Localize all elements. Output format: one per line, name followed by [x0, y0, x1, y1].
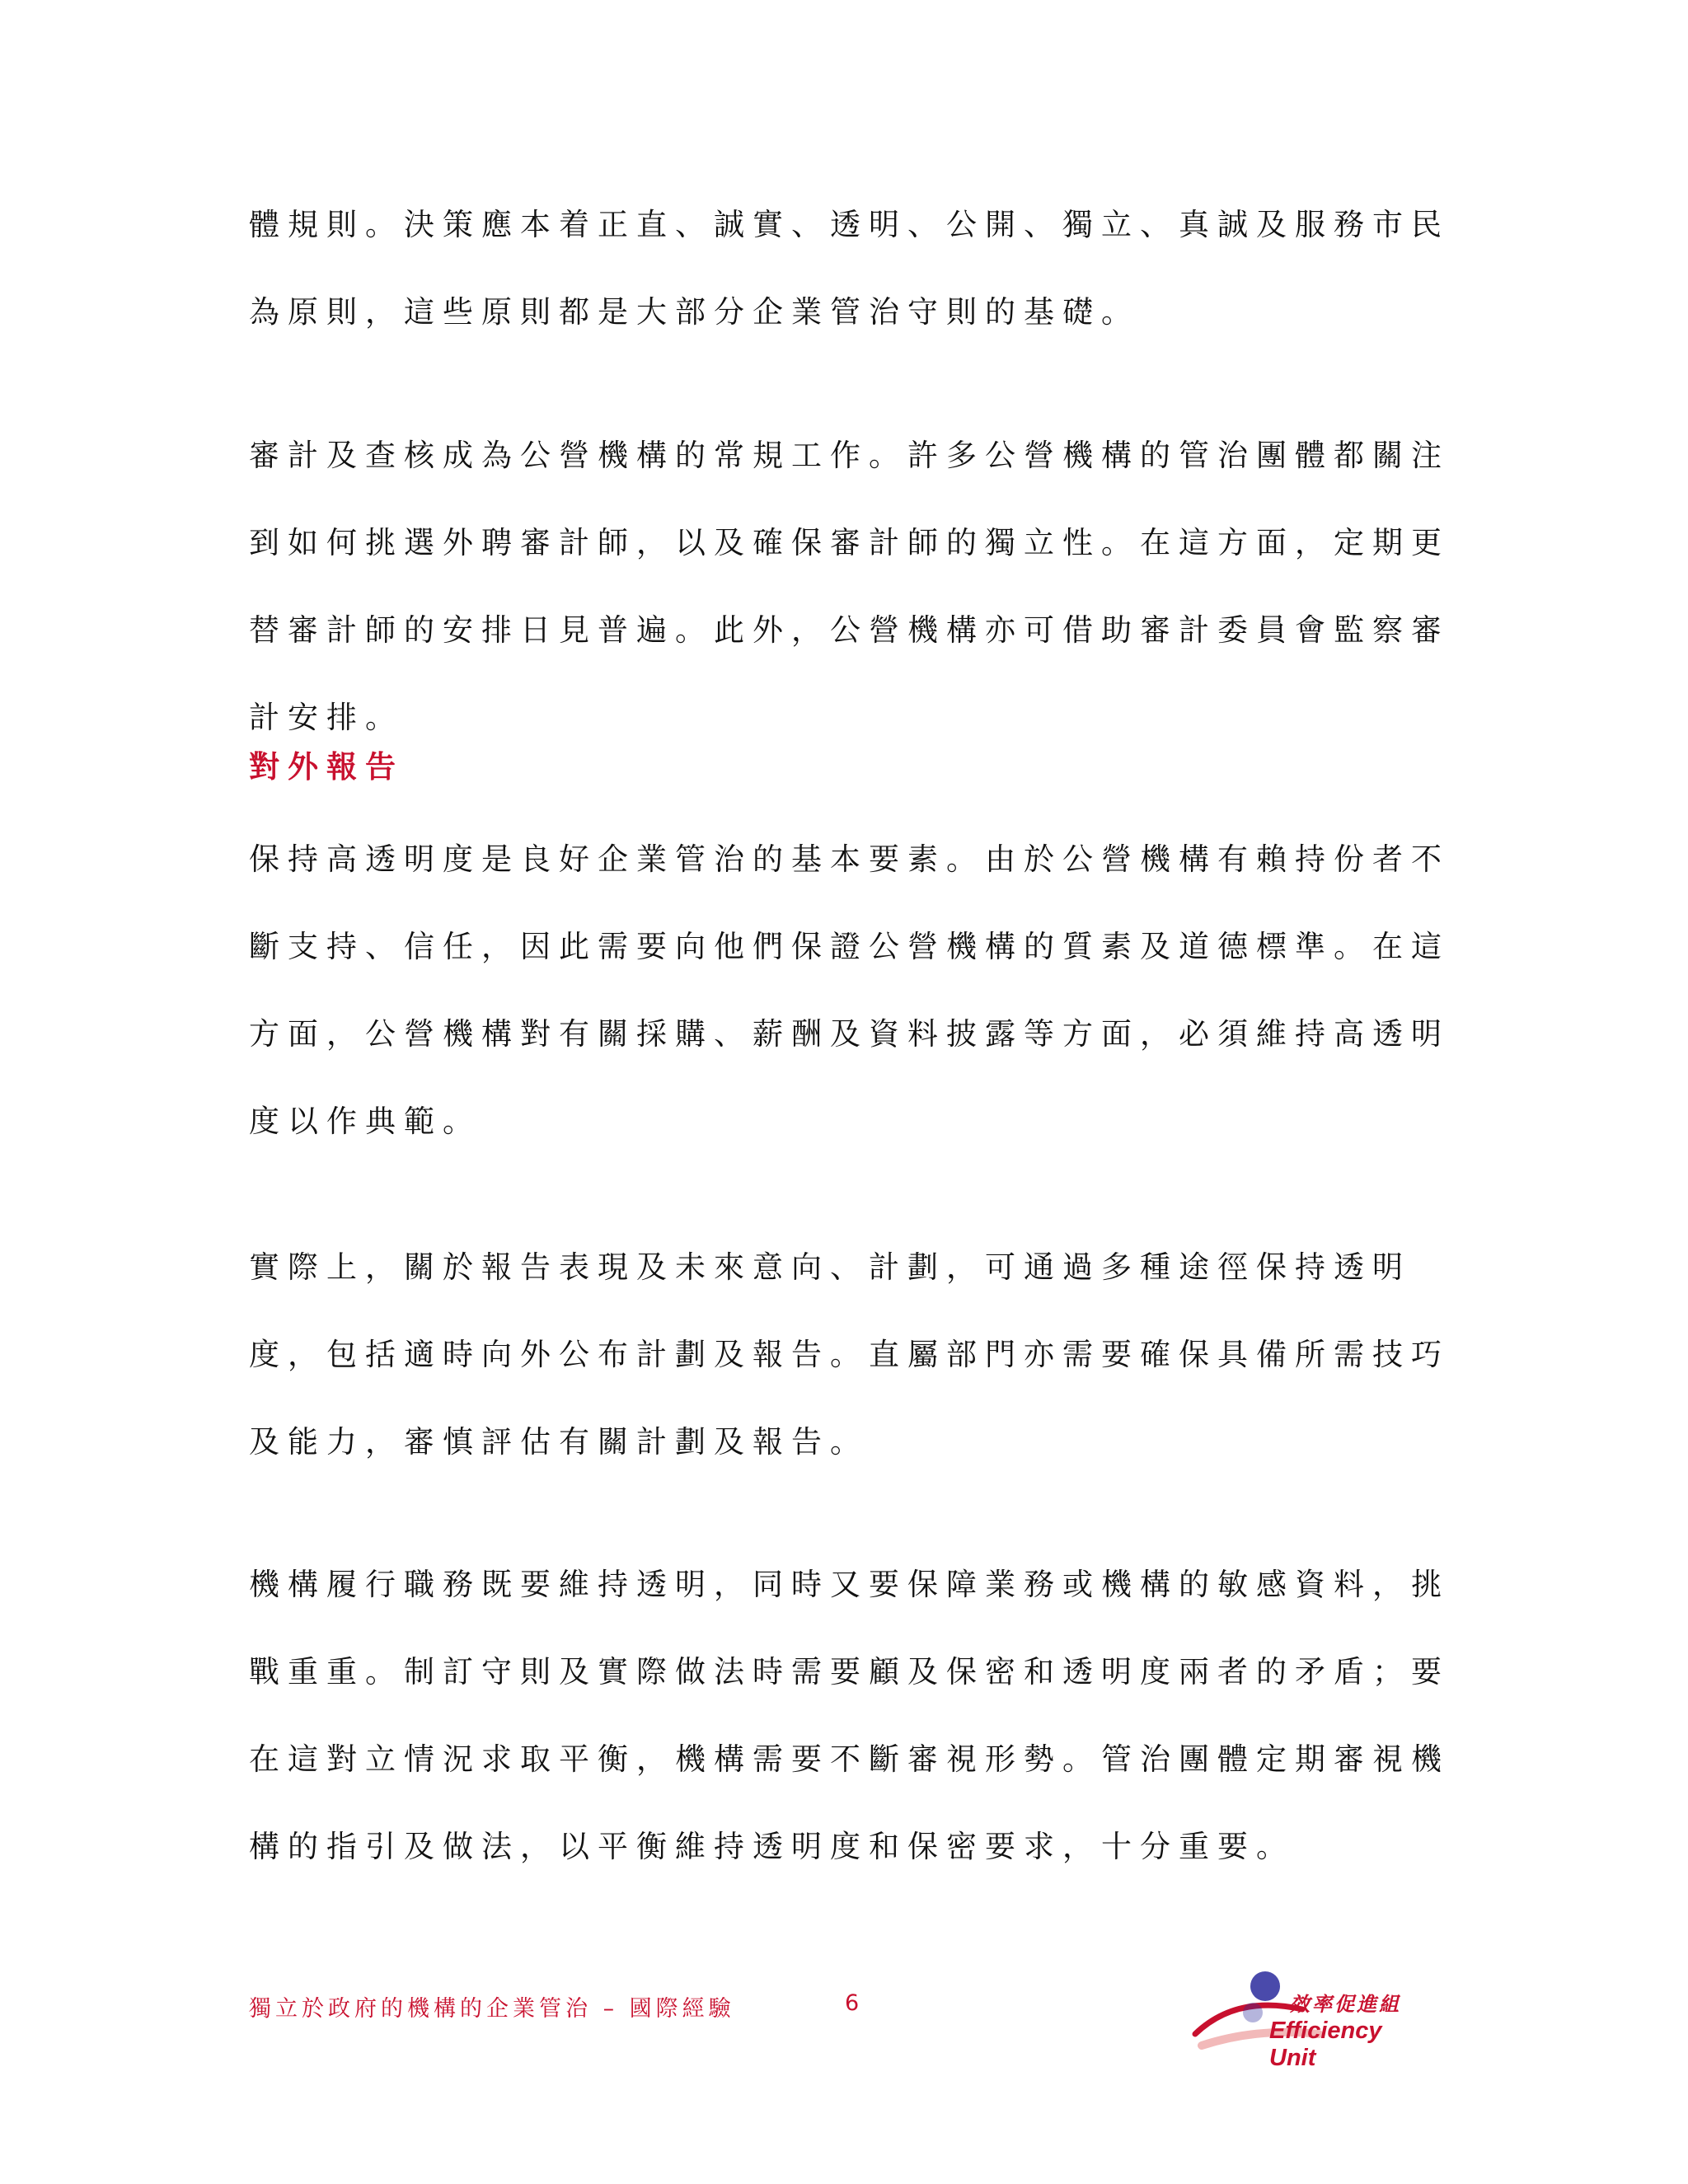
section-heading-external-reporting: 對外報告 — [249, 749, 404, 785]
paragraph-decision-principles: 體規則。決策應本着正直、誠實、透明、公開、獨立、真誠及服務市民為原則，這些原則都是大部分企業管治守則的基礎。 — [249, 207, 1450, 330]
paragraph-transparency: 保持高透明度是良好企業管治的基本要素。由於公營機構有賴持份者不斷支持、信任，因此需要向他們保證公營機構的質素及道德標準。在這方面，公營機構對有關採購、薪酬及資料披露等方面，必須維持高透明度以作典範。 — [249, 841, 1450, 1139]
paragraph-reporting-practice: 實際上，關於報告表現及未來意向、計劃，可通過多種途徑保持透明度，包括適時向外公布計劃及報告。直屬部門亦需要確保具備所需技巧及能力，審慎評估有關計劃及報告。 — [249, 1249, 1450, 1460]
page-number: 6 — [845, 1990, 860, 2016]
paragraph-audit: 審計及查核成為公營機構的常規工作。許多公營機構的管治團體都關注到如何挑選外聘審計師，以及確保審計師的獨立性。在這方面，定期更替審計師的安排日見普遍。此外，公營機構亦可借助審計委員會監察審計安排。 — [249, 438, 1450, 735]
footer-title: 獨立於政府的機構的企業管治 – 國際經驗 — [249, 1996, 735, 2022]
paragraph-confidentiality-balance: 機構履行職務既要維持透明，同時又要保障業務或機構的敏感資料，挑戰重重。制訂守則及實際做法時需要顧及保密和透明度兩者的矛盾；要在這對立情況求取平衡，機構需要不斷審視形勢。管治團體定期審視機構的指引及做法，以平衡維持透明度和保密要求，十分重要。 — [249, 1567, 1450, 1864]
logo-english-text: Efficiency Unit — [1269, 2018, 1382, 2071]
logo-chinese-text: 效率促進組 — [1290, 1993, 1401, 2016]
efficiency-unit-logo — [1187, 1970, 1434, 2071]
